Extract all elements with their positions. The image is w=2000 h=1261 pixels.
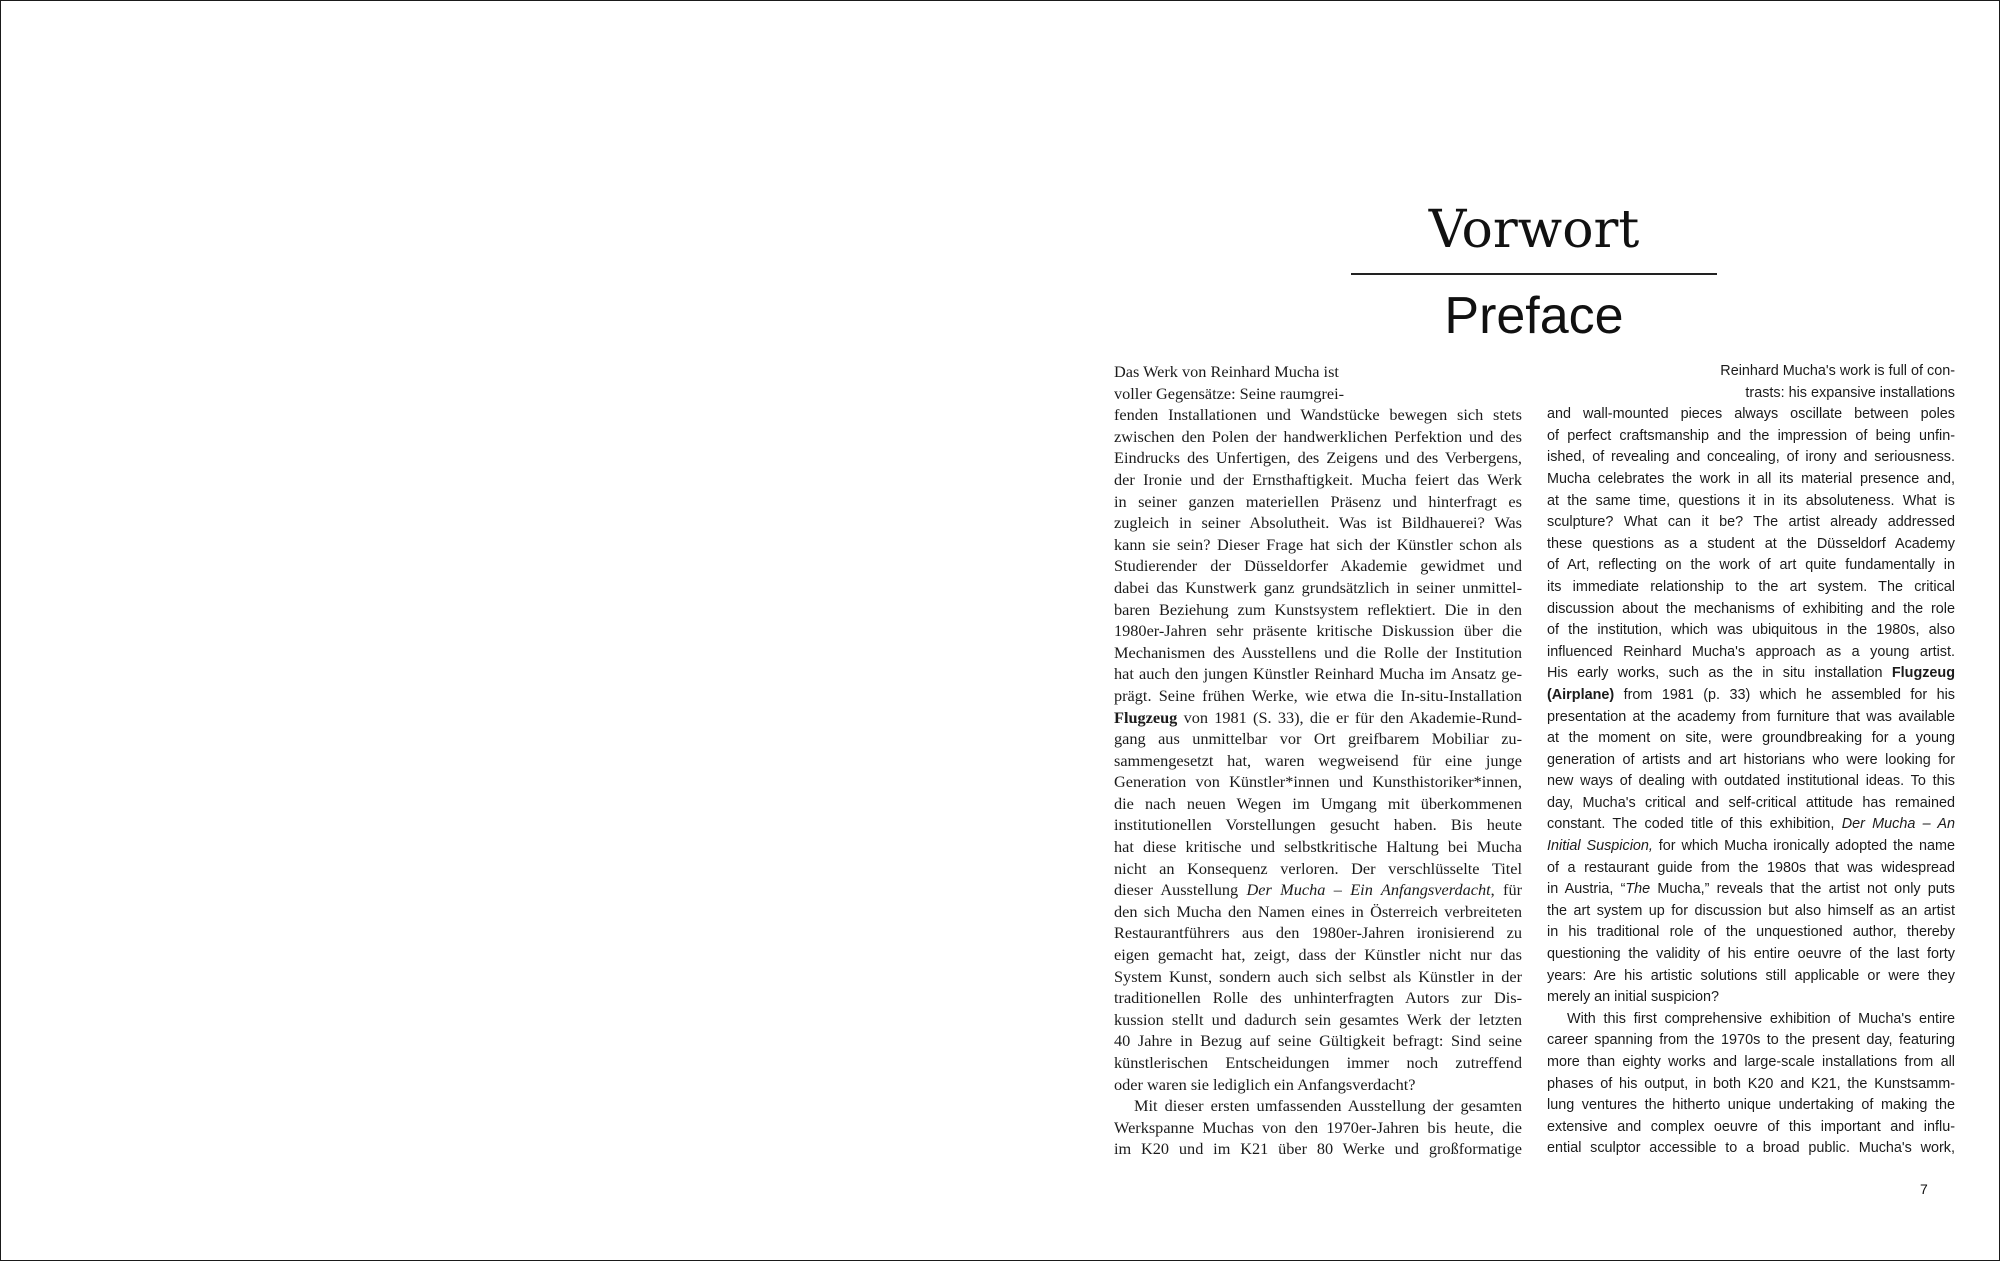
text-line: Restaurantführers aus den 1980er-Jahren ironisierend zu xyxy=(1114,923,1522,943)
text-line: Reinhard Mucha's work is full of con- xyxy=(1720,363,1955,379)
text-line: new ways of dealing with outdated institutional ideas. To this xyxy=(1547,773,1955,790)
title-divider xyxy=(1351,273,1717,275)
text-line: eigen gemacht hat, zeigt, dass der Künstler nicht nur das xyxy=(1114,945,1522,965)
text-line: presentation at the academy from furniture that was available xyxy=(1547,708,1955,725)
text-line: Das Werk von Reinhard Mucha ist xyxy=(1114,362,1339,381)
text-line: institutionellen Vorstellungen gesucht haben. Bis heute xyxy=(1114,815,1522,835)
text-line: oder waren sie lediglich ein Anfangsverdacht? xyxy=(1114,1074,1416,1094)
text-line: extensive and complex oeuvre of this important and influ- xyxy=(1547,1118,1955,1135)
text-line: baren Beziehung zum Kunstsystem reflektiert. Die in den xyxy=(1114,599,1522,619)
text-line: questioning the validity of his entire oeuvre of the last forty xyxy=(1547,946,1955,963)
english-text-column xyxy=(1547,361,1955,1160)
text-line: of a restaurant guide from the 1980s that was widespread xyxy=(1547,859,1955,876)
text-line: 40 Jahre in Bezug auf seine Gültigkeit befragt: Sind seine xyxy=(1114,1031,1522,1051)
text-line: künstlerischen Entscheidungen immer noch zutreffend xyxy=(1114,1053,1522,1072)
text-line: fenden Installationen und Wandstücke bewegen sich stets xyxy=(1114,405,1522,425)
text-line: den sich Mucha den Namen eines in Österreich verbreiteten xyxy=(1114,901,1522,921)
text-line: sculpture? What can it be? The artist already addressed xyxy=(1547,514,1955,531)
title-english: Preface xyxy=(1444,287,1624,345)
text-line: nicht an Konsequenz verloren. Der verschlüsselte Titel xyxy=(1114,858,1522,878)
text-line: of Art, reflecting on the work of art quite fundamentally in xyxy=(1547,557,1955,574)
text-line: in Austria, “The Mucha,” reveals that the artist not only puts xyxy=(1547,881,1955,898)
text-line: influenced Reinhard Mucha's approach as a young artist. xyxy=(1547,643,1955,660)
text-line: hat auch den jungen Künstler Reinhard Mucha im Ansatz ge- xyxy=(1114,664,1522,684)
work-title-airplane: (Airplane) xyxy=(1547,686,1615,703)
text-line: kann sie sein? Dieser Frage hat sich der Künstler schon als xyxy=(1114,534,1522,554)
text-line: Studierender der Düsseldorfer Akademie gewidmet und xyxy=(1114,556,1522,576)
text-line: of the institution, which was ubiquitous in the 1980s, also xyxy=(1547,622,1955,639)
text-line: sammengesetzt hat, waren wegweisend für eine junge xyxy=(1114,750,1522,770)
text-line: Mit dieser ersten umfassenden Ausstellung der gesamten xyxy=(1134,1096,1522,1116)
text-line: (Airplane) from 1981 (p. 33) which he assembled for his xyxy=(1547,686,1955,703)
text-line: phases of his output, in both K20 and K21, the Kunstsamm- xyxy=(1547,1075,1955,1092)
text-line: constant. The coded title of this exhibition, Der Mucha – An xyxy=(1547,816,1955,833)
text-line: day, Mucha's critical and self-critical attitude has remained xyxy=(1547,794,1955,811)
exhibition-title: Der Mucha – An xyxy=(1841,816,1955,833)
text-line: System Kunst, sondern auch sich selbst als Künstler in der xyxy=(1114,966,1522,986)
text-line: Eindrucks des Unfertigen, des Zeigens und des Verbergens, xyxy=(1114,448,1522,468)
text-line: at the same time, questions it in its absoluteness. What is xyxy=(1547,492,1955,509)
text-line: voller Gegensätze: Seine raumgrei- xyxy=(1114,383,1345,403)
text-line: prägt. Seine frühen Werke, wie etwa die In-situ-Installation xyxy=(1114,685,1522,705)
text-line: dabei das Kunstwerk ganz grundsätzlich in seiner unmittel- xyxy=(1114,577,1522,597)
text-line: der Ironie und der Ernsthaftigkeit. Mucha feiert das Werk xyxy=(1114,469,1522,489)
text-line: at the moment on site, were groundbreaking for a young xyxy=(1547,730,1955,747)
title-german: Vorwort xyxy=(1428,200,1640,260)
text-line: trasts: his expansive installations xyxy=(1745,384,1955,401)
text-line: in seiner ganzen materiellen Präsenz und hinterfragt es xyxy=(1114,491,1522,511)
text-line: the art system up for discussion but also himself as an artist xyxy=(1547,902,1955,919)
text-line: lung ventures the hitherto unique undertaking of making the xyxy=(1547,1097,1955,1114)
exhibition-title: Der Mucha – Ein Anfangsverdacht xyxy=(1246,880,1491,900)
work-title-flugzeug: Flugzeug xyxy=(1891,665,1956,682)
text-line: and wall-mounted pieces always oscillate between poles xyxy=(1547,406,1955,423)
text-line: ished, of revealing and concealing, of irony and seriousness. xyxy=(1547,449,1955,466)
text-line: traditionellen Rolle des unhinterfragten Autors zur Dis- xyxy=(1114,988,1522,1008)
german-text-column xyxy=(1114,361,1522,1160)
text-line: Werkspanne Muchas von den 1970er-Jahren bis heute, die xyxy=(1114,1117,1522,1137)
text-line: years: Are his artistic solutions still applicable or were they xyxy=(1547,967,1955,984)
text-line: discussion about the mechanisms of exhibiting and the role xyxy=(1547,600,1955,617)
title-the: The xyxy=(1625,881,1651,898)
text-line: ential sculptor accessible to a broad public. Mucha's work, xyxy=(1547,1140,1955,1157)
text-line: career spanning from the 1970s to the present day, featuring xyxy=(1547,1032,1955,1049)
text-line: more than eighty works and large-scale installations from all xyxy=(1547,1054,1955,1070)
text-line: in his traditional role of the unquestioned author, thereby xyxy=(1547,924,1955,941)
text-line: Flugzeug von 1981 (S. 33), die er für den Akademie-Rund- xyxy=(1114,707,1522,727)
text-line: gang aus unmittelbar vor Ort greifbarem Mobiliar zu- xyxy=(1114,729,1522,749)
text-line: merely an initial suspicion? xyxy=(1547,989,1719,1006)
text-line: His early works, such as the in situ installation Flugzeug xyxy=(1547,665,1956,682)
text-line: Mucha celebrates the work in all its material presence and, xyxy=(1547,470,1955,487)
text-line: Mechanismen des Ausstellens und die Rolle der Institution xyxy=(1114,642,1522,662)
text-line: generation of artists and art historians who were looking for xyxy=(1547,751,1955,768)
text-line: With this first comprehensive exhibition of Mucha's entire xyxy=(1567,1010,1955,1027)
text-line: of perfect craftsmanship and the impression of being unfin- xyxy=(1547,427,1955,444)
text-line: Generation von Künstler*innen und Kunsthistoriker*innen, xyxy=(1114,772,1522,792)
text-line: zugleich in seiner Absolutheit. Was ist Bildhauerei? Was xyxy=(1114,513,1522,533)
text-line: im K20 und im K21 über 80 Werke und großformatige xyxy=(1114,1139,1522,1159)
exhibition-title-cont: Initial Suspicion, xyxy=(1547,838,1653,855)
text-line: zwischen den Polen der handwerklichen Perfektion und des xyxy=(1114,426,1522,446)
text-line: 1980er-Jahren sehr präsente kritische Diskussion über die xyxy=(1114,621,1522,641)
text-line: kussion stellt und dadurch sein gesamtes Werk der letzten xyxy=(1114,1009,1522,1029)
text-line: its immediate relationship to the art system. The critical xyxy=(1547,578,1955,595)
text-line: dieser Ausstellung Der Mucha – Ein Anfangsverdacht, für xyxy=(1114,880,1523,900)
text-line: die nach neuen Wegen im Umgang mit überkommenen xyxy=(1114,793,1522,813)
page-number: 7 xyxy=(1920,1181,1928,1197)
text-line: Initial Suspicion, for which Mucha ironically adopted the name xyxy=(1547,838,1955,855)
text-line: these questions as a student at the Düsseldorf Academy xyxy=(1547,535,1955,552)
text-line: hat diese kritische und selbstkritische Haltung bei Mucha xyxy=(1114,837,1522,857)
work-title-flugzeug: Flugzeug xyxy=(1114,707,1178,727)
